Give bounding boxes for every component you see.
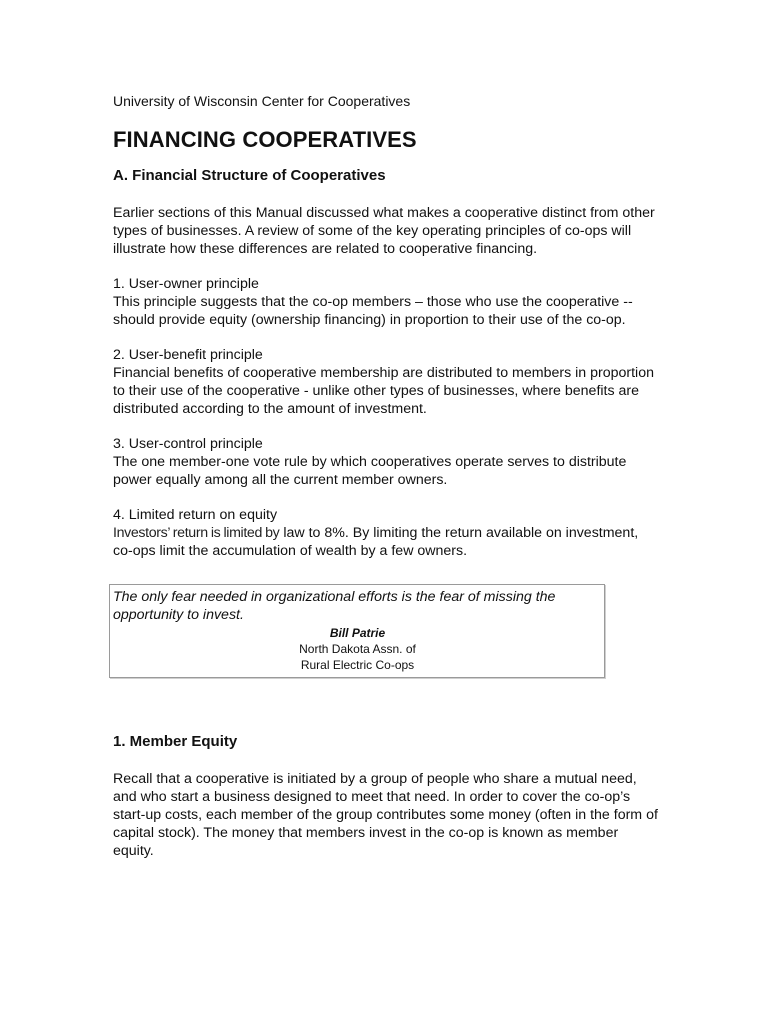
principle-title: 1. User-owner principle <box>113 276 259 292</box>
organization-header: University of Wisconsin Center for Cooperatives <box>113 93 411 109</box>
principle-user-benefit <box>113 346 658 418</box>
principle-title: 3. User-control principle <box>113 436 263 452</box>
principle-user-control <box>113 435 658 489</box>
principle-body: Financial benefits of cooperative membership are distributed to members in proportion to their use of the cooperative - unlike other types of businesses, where benefits are distributed according to the amount of investment. <box>113 365 654 417</box>
document-page <box>113 92 658 877</box>
quote-org-line-2: Rural Electric Co-ops <box>300 658 415 672</box>
principle-user-owner <box>113 275 658 329</box>
section-a-heading: A. Financial Structure of Cooperatives <box>113 167 386 184</box>
principle-body: The one member-one vote rule by which cooperatives operate serves to distribute power equally among all the current member owners. <box>113 454 627 488</box>
page-title: FINANCING COOPERATIVES <box>113 127 417 152</box>
quote-author: Bill Patrie <box>329 626 386 640</box>
section-a-intro: Earlier sections of this Manual discussed what makes a cooperative distinct from other types of businesses. A review of some of the key operating principles of co-ops will illustrate how these differences are related to cooperative financing. <box>113 205 655 257</box>
principle-title: 2. User-benefit principle <box>113 347 263 363</box>
principle-body-lead: Investors’ return is limited by <box>113 525 280 541</box>
principle-body <box>113 524 658 560</box>
quote-org-line-1: North Dakota Assn. of <box>299 642 416 656</box>
principle-limited-return <box>113 506 658 560</box>
quote-box <box>109 584 605 678</box>
principle-body-rest: law to 8%. By limiting the return available on investment, co-ops limit the accumulation of wealth by a few owners. <box>113 525 639 559</box>
principle-body: This principle suggests that the co-op members – those who use the cooperative -- should provide equity (ownership financing) in proportion to their use of the co-op. <box>113 294 633 328</box>
quote-text: The only fear needed in organizational efforts is the fear of missing the opportunity to invest. <box>113 589 556 623</box>
member-equity-heading: 1. Member Equity <box>113 733 238 750</box>
member-equity-body: Recall that a cooperative is initiated by a group of people who share a mutual need, and who start a business designed to meet that need. In order to cover the co-op’s start-up costs, each member of the group contributes some money (often in the form of capital stock). The money that members invest in the co-op is known as member equity. <box>113 771 658 859</box>
principle-title: 4. Limited return on equity <box>113 507 278 523</box>
